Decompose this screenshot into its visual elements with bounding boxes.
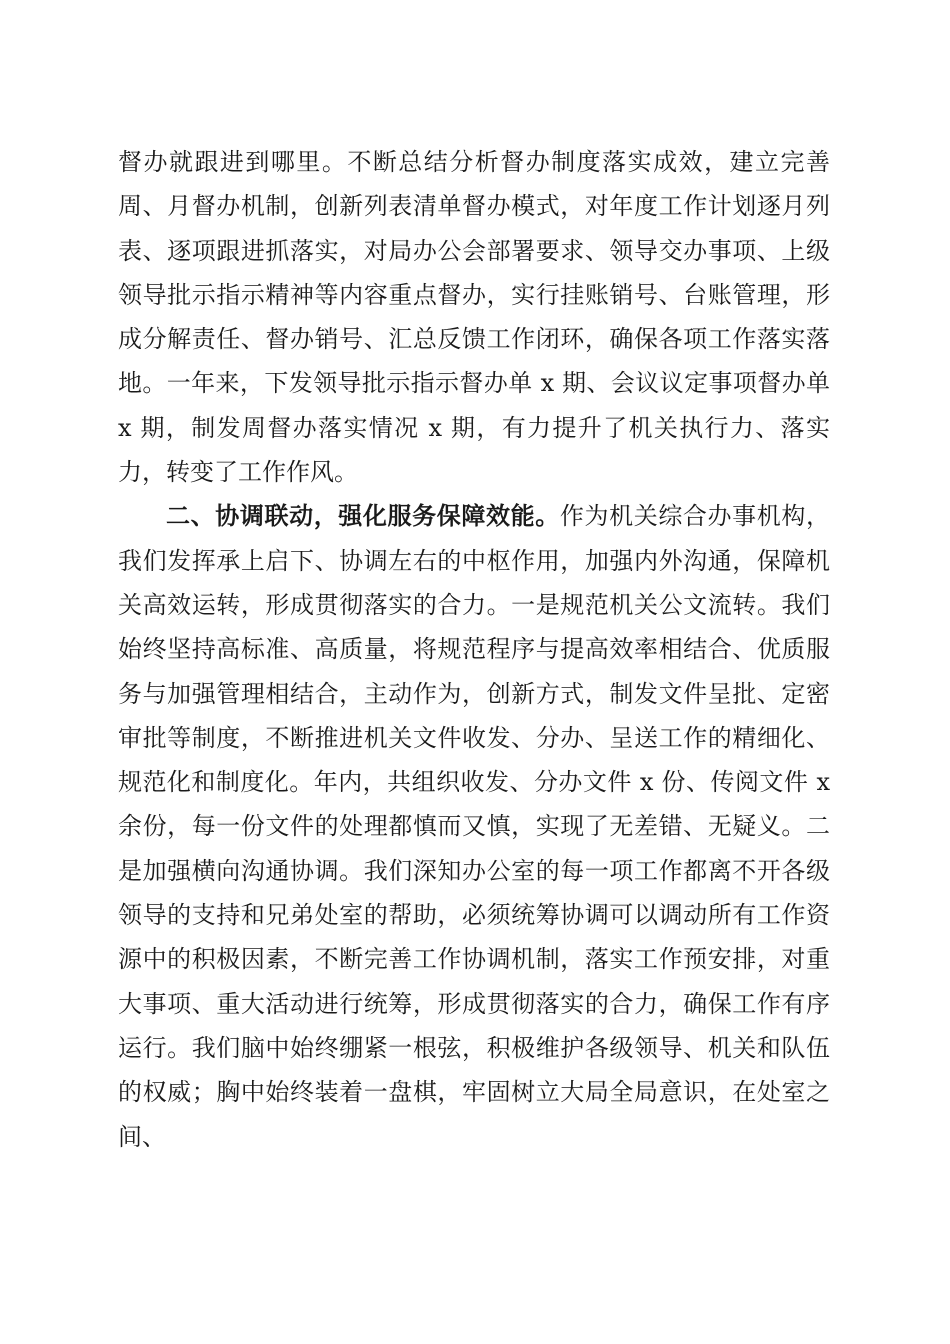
paragraph-2-text: 作为机关综合办事机构，我们发挥承上启下、协调左右的中枢作用，加强内外沟通，保障机关高效运转，形成贯彻落实的合力。一是规范机关公文流转。我们始终坚持高标准、高质量，将规范程序与提高效率相结合、优质服务与加强管理相结合，主动作为，创新方式，制发文件呈批、定密审批等制度，不断推进机关文件收发、分办、呈送工作的精细化、规范化和制度化。年内，共组织收发、分办文件 x 份、传阅文件 x 余份，每一份文件的处理都慎而又慎，实现了无差错、无疑义。二是加强横向沟通协调。我们深知办公室的每一项工作都离不开各级领导的支持和兄弟处室的帮助，必须统筹协调可以调动所有工作资源中的积极因素，不断完善工作协调机制，落实工作预安排，对重大事项、重大活动进行统筹，形成贯彻落实的合力，确保工作有序运行。我们脑中始终绷紧一根弦，积极维护各级领导、机关和队伍的权威；胸中始终装着一盘棋，牢固树立大局全局意识，在处室之间、 bbox=[118, 502, 831, 1151]
paragraph-1 bbox=[118, 140, 830, 494]
section-heading: 二、协调联动，强化服务保障效能。 bbox=[166, 502, 560, 531]
paragraph-2 bbox=[118, 494, 830, 1158]
document-body bbox=[118, 140, 830, 1159]
paragraph-1-text: 督办就跟进到哪里。不断总结分析督办制度落实成效，建立完善周、月督办机制，创新列表清单督办模式，对年度工作计划逐月列表、逐项跟进抓落实，对局办公会部署要求、领导交办事项、上级领导批示指示精神等内容重点督办，实行挂账销号、台账管理，形成分解责任、督办销号、汇总反馈工作闭环，确保各项工作落实落地。一年来，下发领导批示指示督办单 x 期、会议议定事项督办单 x 期，制发周督办落实情况 x 期，有力提升了机关执行力、落实力，转变了工作作风。 bbox=[118, 148, 830, 487]
